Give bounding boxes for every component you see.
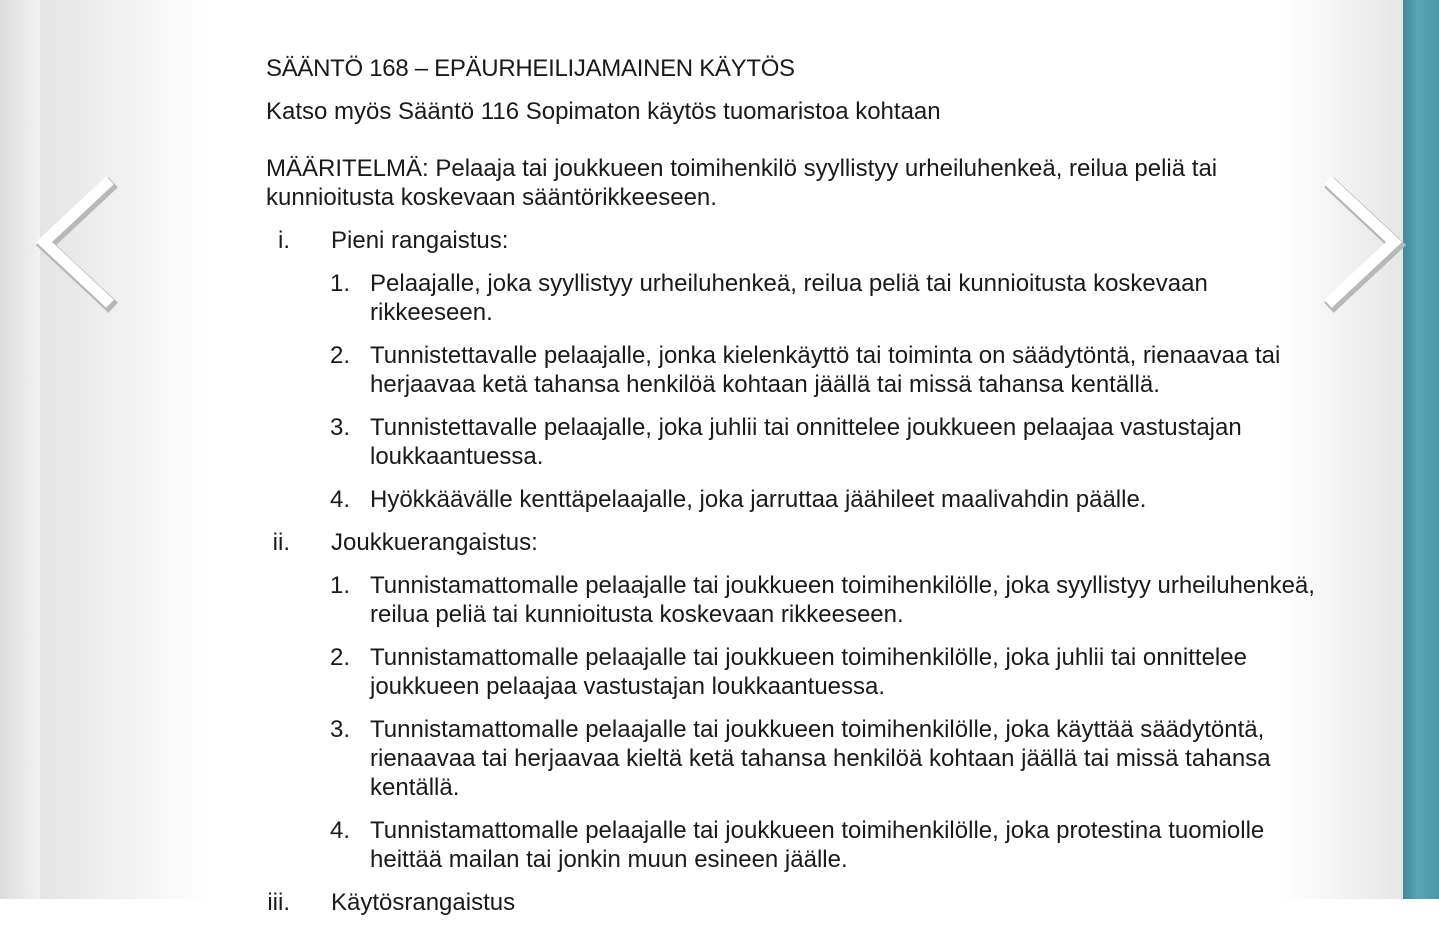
list-item-number: 1. xyxy=(330,270,351,297)
section-heading xyxy=(266,226,1316,255)
list-item xyxy=(266,269,1316,327)
list-item-text: Tunnistamattomalle pelaajalle tai joukkueen toimihenkilölle, joka käyttää säädytöntä, rienaavaa tai herjaavaa kieltä ketä tahansa henkilöä kohtaan jäällä tai missä tahansa kentällä. xyxy=(370,716,1271,801)
list-item-number: 2. xyxy=(330,644,351,671)
list-item-number: 4. xyxy=(330,817,351,844)
list-item-text: Tunnistamattomalle pelaajalle tai joukkueen toimihenkilölle, joka juhlii tai onnittelee joukkueen pelaajaa vastustajan loukkaantuessa. xyxy=(370,644,1247,700)
list-item xyxy=(266,485,1316,514)
list-item-text: Tunnistettavalle pelaajalle, jonka kielenkäyttö tai toiminta on säädytöntä, rienaavaa tai herjaavaa ketä tahansa henkilöä kohtaan jäällä tai missä tahansa kentällä. xyxy=(370,342,1281,398)
list-item-text: Pelaajalle, joka syyllistyy urheiluhenkeä, reilua peliä tai kunnioitusta koskevaan rikkeeseen. xyxy=(370,270,1208,326)
list-item-number: 2. xyxy=(330,342,351,369)
left-page-shadow xyxy=(40,0,210,899)
list-item xyxy=(266,413,1316,471)
next-page-button[interactable] xyxy=(1318,170,1408,315)
chevron-right-icon xyxy=(1318,170,1408,315)
list-item xyxy=(266,816,1316,874)
list-item-text: Hyökkäävälle kenttäpelaajalle, joka jarruttaa jäähileet maalivahdin päälle. xyxy=(370,486,1147,513)
chevron-left-icon xyxy=(30,170,120,315)
list-item xyxy=(266,715,1316,802)
list-item-number: 1. xyxy=(330,572,351,599)
left-page-edge xyxy=(0,0,40,899)
definition-text: MÄÄRITELMÄ: Pelaaja tai joukkueen toimihenkilö syyllistyy urheiluhenkeä, reilua peliä tai kunnioitusta koskevaan sääntörikkeeseen. xyxy=(266,155,1218,211)
penalty-sections xyxy=(266,226,1316,917)
section-label: Käytösrangaistus xyxy=(331,889,516,916)
previous-page-button[interactable] xyxy=(30,170,120,315)
list-item-text: Tunnistettavalle pelaajalle, joka juhlii tai onnittelee joukkueen pelaajaa vastustajan loukkaantuessa. xyxy=(370,414,1242,470)
right-edge-bar xyxy=(1403,0,1439,899)
section-label: Pieni rangaistus: xyxy=(331,227,509,254)
section-heading xyxy=(266,888,1316,917)
section-heading xyxy=(266,528,1316,557)
list-item xyxy=(266,643,1316,701)
document-page xyxy=(266,54,1316,931)
section-label: Joukkuerangaistus: xyxy=(331,529,538,556)
list-item-text: Tunnistamattomalle pelaajalle tai joukkueen toimihenkilölle, joka syyllistyy urheiluhenkeä, reilua peliä tai kunnioitusta koskevaan rikkeeseen. xyxy=(370,572,1315,628)
list-item-text: Tunnistamattomalle pelaajalle tai joukkueen toimihenkilölle, joka protestina tuomiolle heittää mailan tai jonkin muun esineen jäälle. xyxy=(370,817,1265,873)
list-item-number: 3. xyxy=(330,414,351,441)
section-number: i. xyxy=(278,227,290,254)
list-item xyxy=(266,341,1316,399)
list-item-number: 4. xyxy=(330,486,351,513)
rule-title: SÄÄNTÖ 168 – EPÄURHEILIJAMAINEN KÄYTÖS xyxy=(266,55,795,82)
section-number: ii. xyxy=(272,529,290,556)
list-item-number: 3. xyxy=(330,716,351,743)
see-also-text: Katso myös Sääntö 116 Sopimaton käytös tuomaristoa kohtaan xyxy=(266,98,941,125)
list-item xyxy=(266,571,1316,629)
section-number: iii. xyxy=(267,889,290,916)
